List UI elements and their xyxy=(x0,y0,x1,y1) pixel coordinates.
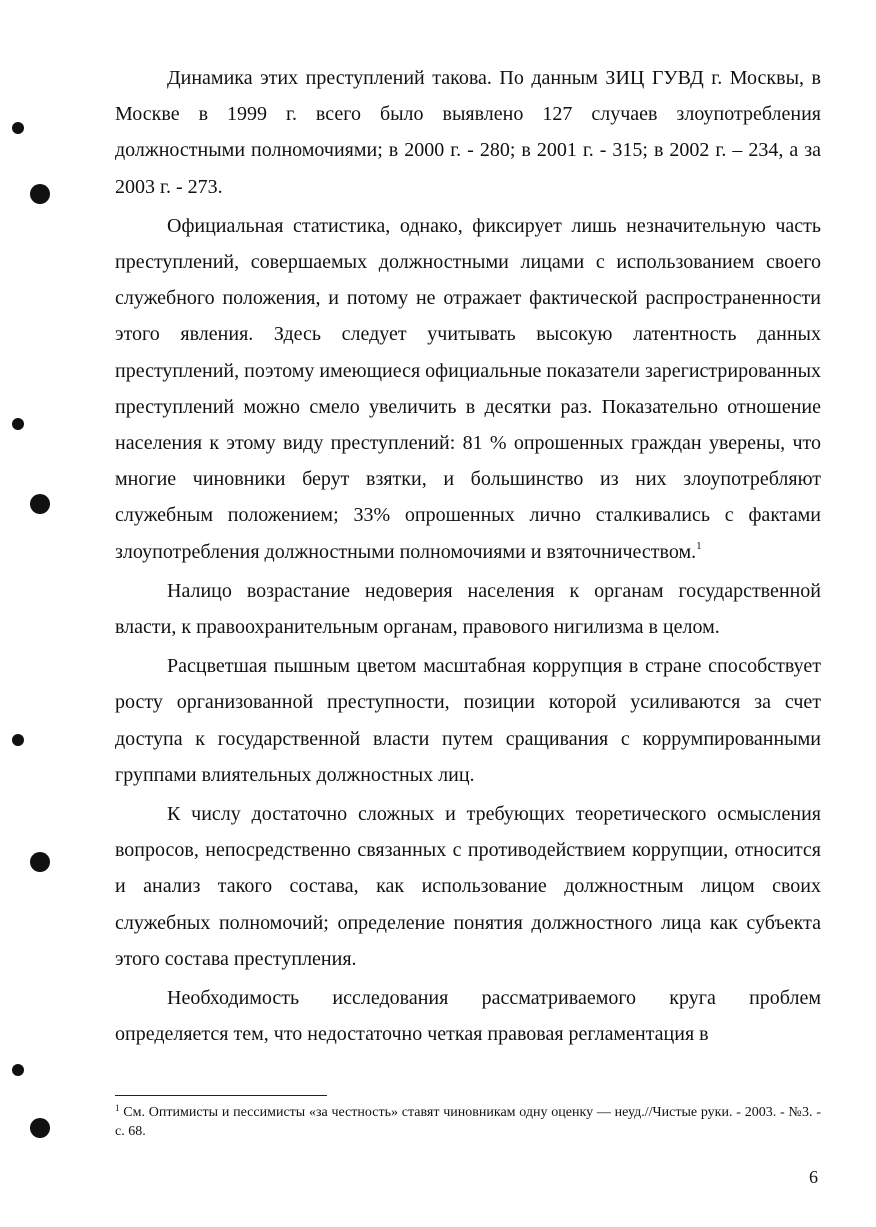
paragraph-corruption-growth: Расцветшая пышным цветом масштабная коррупция в стране способствует росту организованной преступности, позиции которой усиливаются за счет доступа к государственной власти путем сращивания с коррумпированными группами влиятельных должностных лиц. xyxy=(115,655,821,786)
punch-hole-mark xyxy=(30,1118,50,1138)
paragraph-public-distrust: Налицо возрастание недоверия населения к органам государственной власти, к правоохранительным органам, правового нигилизма в целом. xyxy=(115,579,821,639)
footnote-text: См. Оптимисты и пессимисты «за честность» ставят чиновникам одну оценку — неуд.//Чистые руки. - 2003. - №3. - с. 68. xyxy=(115,1105,821,1139)
footnote-separator xyxy=(115,1095,327,1096)
paragraph-crime-dynamics: Динамика этих преступлений такова. По данным ЗИЦ ГУВД г. Москвы, в Москве в 1999 г. всего было выявлено 127 случаев злоупотребления должностными полномочиями; в 2000 г. - 280; в 2001 г. - 315; в 2002 г. – 234, а за 2003 г. - 273. xyxy=(115,67,821,198)
paragraph-theoretical-questions: К числу достаточно сложных и требующих теоретического осмысления вопросов, непосредственно связанных с противодействием коррупции, относится и анализ такого состава, как использование должностным лицом своих служебных полномочий; определение понятия должностного лица как субъекта этого состава преступления. xyxy=(115,803,821,970)
punch-hole-mark xyxy=(12,418,24,430)
body-text xyxy=(115,60,821,1055)
punch-hole-mark xyxy=(12,1064,24,1076)
paragraph-research-necessity: Необходимость исследования рассматриваемого круга проблем определяется тем, что недостаточно четкая правовая регламентация в xyxy=(115,987,821,1046)
punch-hole-mark xyxy=(12,734,24,746)
footnote-reference: 1 xyxy=(696,539,702,552)
punch-hole-mark xyxy=(30,184,50,204)
punch-hole-mark xyxy=(30,852,50,872)
punch-hole-mark xyxy=(12,122,24,134)
punch-hole-mark xyxy=(30,494,50,514)
page-number: 6 xyxy=(809,1167,818,1187)
footnote-marker: 1 xyxy=(115,1103,120,1113)
footnote xyxy=(115,1103,821,1141)
paragraph-official-statistics: Официальная статистика, однако, фиксирует лишь незначительную часть преступлений, совершаемых должностными лицами с использованием своего служебного положения, и потому не отражает фактической распространенности этого явления. Здесь следует учитывать высокую латентность данных преступлений, поэтому имеющиеся официальные показатели зарегистрированных преступлений можно смело увеличить в десятки раз. Показательно отношение населения к этому виду преступлений: 81 % опрошенных граждан уверены, что многие чиновники берут взятки, и большинство из них злоупотребляют служебным положением; 33% опрошенных лично сталкивались с фактами злоупотребления должностными полномочиями и взяточничеством.$^1$ xyxy=(115,214,821,563)
